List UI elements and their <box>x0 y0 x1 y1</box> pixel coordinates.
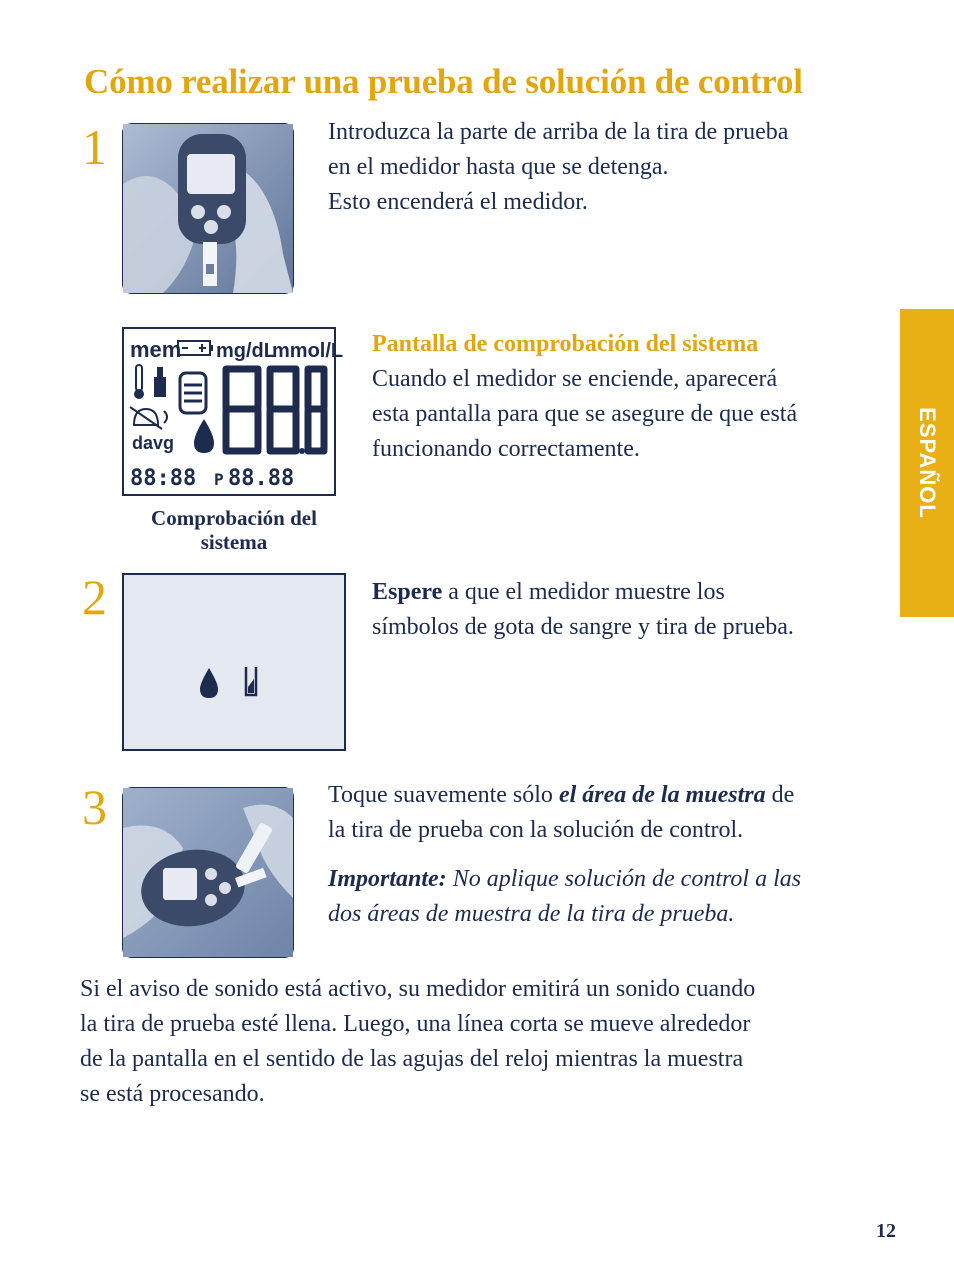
language-tab <box>900 309 954 617</box>
step-3-important-label: Importante: <box>328 866 447 892</box>
lcd-apply-sample-illustration <box>124 575 344 749</box>
step-3-sample-area: el área de la muestra <box>558 782 766 808</box>
page-number: 12 <box>876 1220 896 1242</box>
blood-drop-icon <box>194 419 214 453</box>
step-1-photo <box>122 123 294 294</box>
system-check-line-1: Cuando el medidor se enciende, aparecerá <box>372 366 778 392</box>
step-3-photo <box>122 787 294 958</box>
system-check-line-3: funcionando correctamente. <box>372 436 640 462</box>
lcd-date-digits: 88.88 <box>228 466 295 491</box>
control-bottle-icon <box>154 367 166 397</box>
step-3-important-text-1: No aplique solución de control a las <box>446 866 802 892</box>
step-2-line-1-rest: a que el medidor muestre los <box>442 579 725 605</box>
lcd-p-indicator: P <box>214 470 224 489</box>
step-2-bold-word: Espere <box>372 579 443 605</box>
system-check-lcd <box>122 327 344 496</box>
step-2-line-1 <box>372 575 892 610</box>
lcd-units-mgdl: mg/dL <box>216 340 276 362</box>
step-1-line-1: Introduzca la parte de arriba de la tira de prueba <box>328 119 789 145</box>
step-2-lcd <box>122 573 346 751</box>
footer-paragraph <box>80 972 890 1112</box>
lcd-big-digits <box>226 369 324 451</box>
lcd-caption-line-2: sistema <box>200 530 268 554</box>
lcd-mem-label: mem <box>130 337 182 362</box>
test-strip-icon <box>246 667 256 695</box>
step-2-line-2: símbolos de gota de sangre y tira de prueba. <box>372 614 794 640</box>
system-check-heading: Pantalla de comprobación del sistema <box>372 331 759 357</box>
footer-line-4: se está procesando. <box>80 1081 265 1107</box>
lcd-caption <box>122 506 346 554</box>
footer-line-2: la tira de prueba esté llena. Luego, una línea corta se mueve alrededor <box>80 1011 751 1037</box>
lcd-all-segments-illustration <box>124 329 344 494</box>
step-2-text <box>372 575 892 645</box>
blood-drop-icon <box>200 668 218 698</box>
apply-control-solution-illustration <box>123 788 293 957</box>
lcd-time-digits: 88:88 <box>130 466 197 491</box>
language-tab-label: ESPAÑOL <box>915 407 940 519</box>
bell-icon <box>130 407 167 429</box>
lcd-caption-line-1: Comprobación del <box>151 506 317 530</box>
step-3-number: 3 <box>82 779 107 835</box>
footer-line-1: Si el aviso de sonido está activo, su medidor emitirá un sonido cuando <box>80 976 756 1002</box>
battery-icon <box>178 341 213 355</box>
step-2-number: 2 <box>82 569 107 625</box>
step-1-text <box>328 115 888 220</box>
footer-line-3: de la pantalla en el sentido de las agujas del reloj mientras la muestra <box>80 1046 744 1072</box>
step-3-line-1-pre: Toque suavemente sólo <box>328 782 559 808</box>
lcd-davg-label: davg <box>132 433 175 453</box>
step-1-line-3: Esto encenderá el medidor. <box>328 189 588 215</box>
step-3-important-line-1 <box>328 862 888 897</box>
step-3-line-2: la tira de prueba con la solución de control. <box>328 817 744 843</box>
step-1-line-2: en el medidor hasta que se detenga. <box>328 154 669 180</box>
strip-vial-icon <box>180 373 206 413</box>
step-3-line-1-post: de <box>765 782 795 808</box>
page-title: Cómo realizar una prueba de solución de control <box>84 62 803 101</box>
step-3-important-line-2: dos áreas de muestra de la tira de prueba. <box>328 901 735 927</box>
step-3-text <box>328 778 888 932</box>
meter-insert-strip-illustration <box>123 124 293 293</box>
lcd-units-mmol: mmol/L <box>272 340 344 362</box>
system-check-text <box>372 327 892 467</box>
step-3-line-1 <box>328 778 888 813</box>
system-check-line-2: esta pantalla para que se asegure de que está <box>372 401 798 427</box>
thermometer-icon <box>134 365 144 399</box>
step-1-number: 1 <box>82 119 107 175</box>
